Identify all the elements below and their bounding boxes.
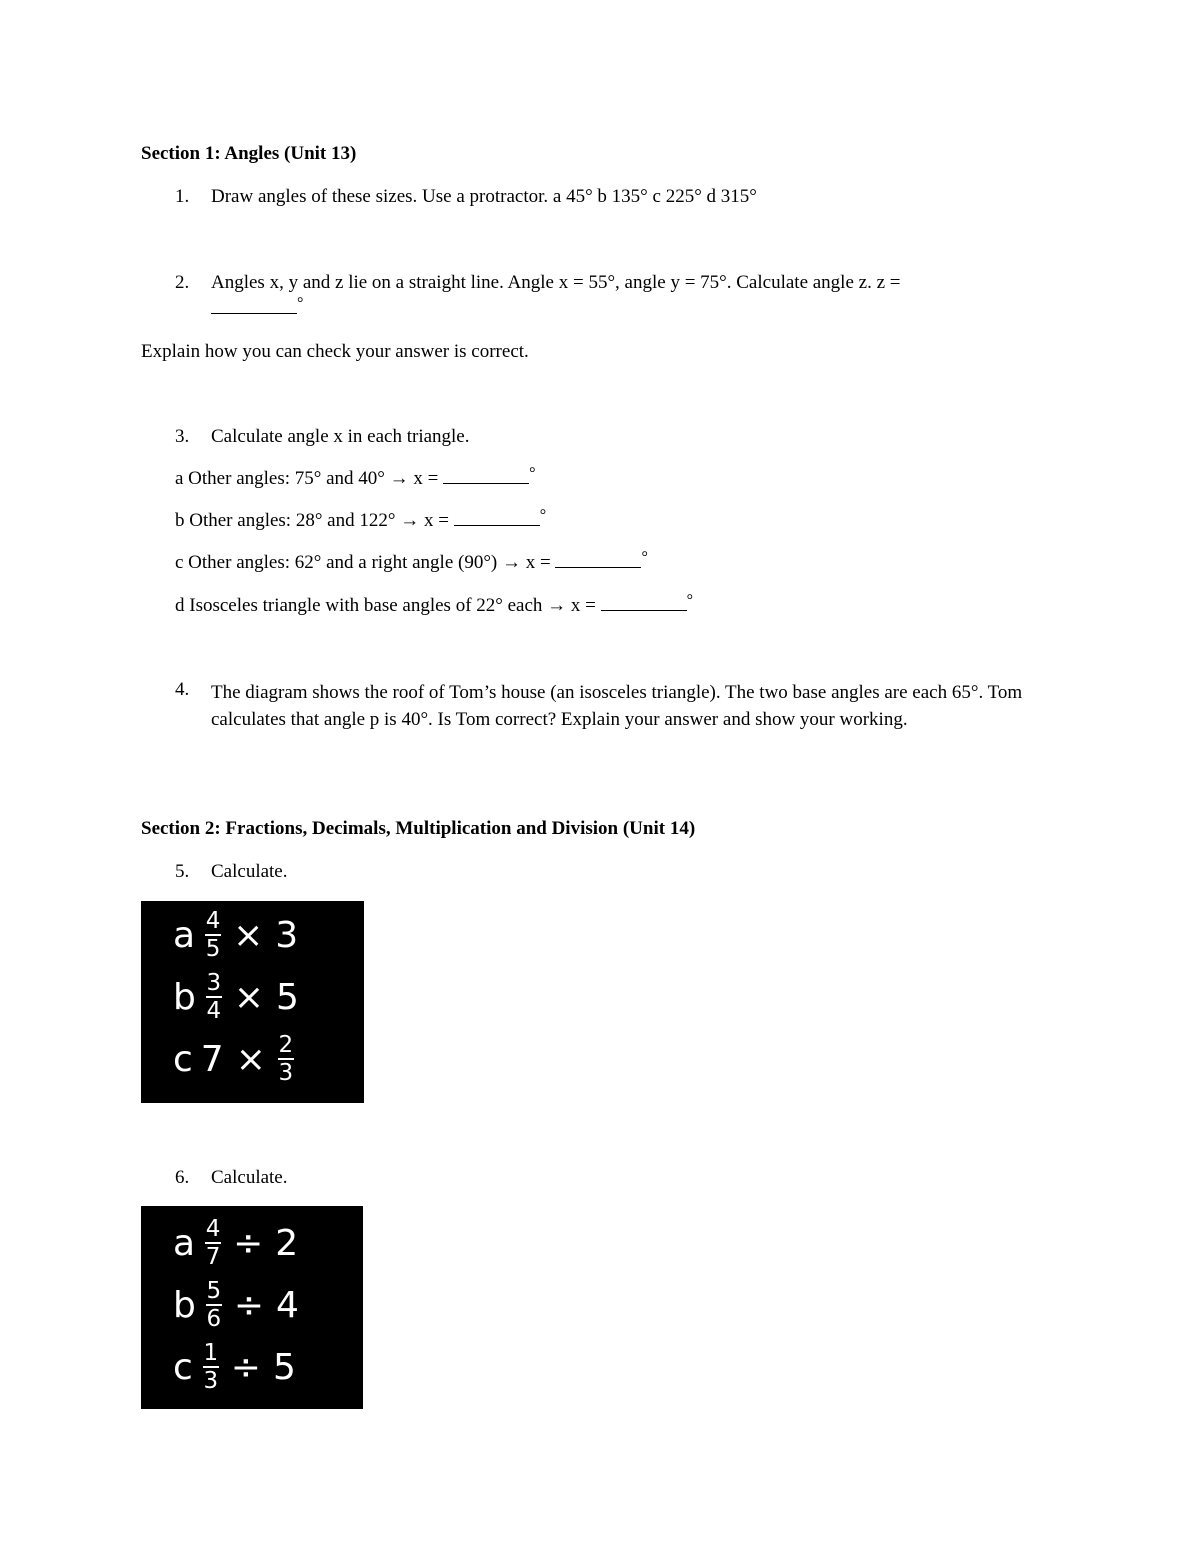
question-6-text: Calculate.: [211, 1167, 288, 1188]
explain-prompt: Explain how you can check your answer is correct.: [141, 341, 529, 362]
numerator: 2: [278, 1032, 294, 1058]
fraction: [205, 1217, 221, 1269]
fraction: [206, 1279, 222, 1331]
item-label: c: [173, 1038, 193, 1080]
denominator: 3: [278, 1060, 294, 1086]
denominator: 4: [206, 998, 222, 1024]
operand: 5: [272, 1346, 296, 1388]
item-label: a: [173, 914, 196, 956]
math-row-c: [173, 1337, 296, 1397]
question-3-part-a: [175, 465, 536, 490]
question-2-number: 2.: [175, 272, 190, 293]
question-3-part-b: [175, 507, 547, 532]
question-4-text: The diagram shows the roof of Tom’s house (an isosceles triangle). The two base angles are each 65°. Tom calculates that angle p is 40°. Is Tom correct? Explain your answer and show your working.: [211, 682, 1023, 730]
fraction: [205, 909, 221, 961]
item-label: b: [173, 976, 196, 1018]
question-6-number: 6.: [175, 1167, 190, 1188]
math-row-b: [173, 967, 299, 1027]
degree-symbol: °: [686, 592, 694, 609]
whole-number: 7: [200, 1038, 224, 1080]
divide-operator: ÷: [233, 1284, 265, 1326]
numerator: 4: [205, 1216, 221, 1242]
math-row-b: [173, 1275, 299, 1335]
question-6-math-image: [141, 1206, 363, 1409]
denominator: 5: [205, 936, 221, 962]
answer-blank[interactable]: [443, 469, 529, 484]
numerator: 1: [203, 1340, 219, 1366]
part-text: a Other angles: 75° and 40° → x =: [175, 468, 439, 489]
math-row-a: [173, 905, 298, 965]
question-3-part-d: [175, 592, 694, 617]
part-text: d Isosceles triangle with base angles of 22° each → x =: [175, 595, 596, 616]
question-2: [175, 272, 900, 294]
operand: 2: [275, 1222, 299, 1264]
degree-symbol: °: [539, 507, 547, 524]
question-1: [175, 186, 757, 208]
operand: 5: [276, 976, 299, 1018]
question-2-answer-line: [211, 295, 304, 320]
question-5-text: Calculate.: [211, 861, 288, 882]
math-row-a: [173, 1213, 298, 1273]
answer-blank[interactable]: [454, 511, 540, 526]
denominator: 6: [206, 1306, 222, 1332]
degree-symbol: °: [641, 549, 648, 566]
question-5-number: 5.: [175, 861, 190, 882]
question-5-math-image: [141, 901, 364, 1103]
divide-operator: ÷: [230, 1346, 261, 1388]
math-row-c: [173, 1029, 294, 1089]
degree-symbol: °: [529, 465, 536, 482]
operand: 3: [275, 914, 299, 956]
multiply-operator: ×: [233, 976, 265, 1018]
part-text: b Other angles: 28° and 122° → x =: [175, 510, 449, 531]
question-2-text: Angles x, y and z lie on a straight line. Angle x = 55°, angle y = 75°. Calculate angle z. z =: [211, 272, 901, 293]
divide-operator: ÷: [233, 1222, 264, 1264]
denominator: 3: [203, 1368, 219, 1394]
multiply-operator: ×: [233, 914, 264, 956]
question-4-number: 4.: [175, 679, 190, 700]
fraction: [278, 1033, 294, 1085]
fraction: [203, 1341, 219, 1393]
numerator: 5: [206, 1278, 222, 1304]
item-label: b: [173, 1284, 196, 1326]
question-6: [175, 1167, 288, 1189]
question-5: [175, 861, 288, 883]
operand: 4: [276, 1284, 299, 1326]
section-1-heading: Section 1: Angles (Unit 13): [141, 143, 357, 164]
multiply-operator: ×: [235, 1038, 266, 1080]
item-label: a: [173, 1222, 196, 1264]
numerator: 3: [206, 970, 222, 996]
question-1-text: Draw angles of these sizes. Use a protractor. a 45° b 135° c 225° d 315°: [211, 186, 757, 207]
numerator: 4: [205, 908, 221, 934]
question-1-number: 1.: [175, 186, 190, 207]
answer-blank[interactable]: [601, 596, 687, 611]
question-3-part-c: [175, 549, 648, 574]
question-3-text: Calculate angle x in each triangle.: [211, 426, 470, 447]
question-3: [175, 426, 470, 448]
degree-symbol: °: [297, 295, 304, 312]
answer-blank[interactable]: [555, 553, 641, 568]
denominator: 7: [205, 1244, 221, 1270]
fraction: [206, 971, 222, 1023]
item-label: c: [173, 1346, 193, 1388]
part-text: c Other angles: 62° and a right angle (90°) → x =: [175, 552, 551, 573]
section-2-heading: Section 2: Fractions, Decimals, Multiplication and Division (Unit 14): [141, 818, 696, 839]
question-3-number: 3.: [175, 426, 190, 447]
answer-blank[interactable]: [211, 299, 297, 314]
